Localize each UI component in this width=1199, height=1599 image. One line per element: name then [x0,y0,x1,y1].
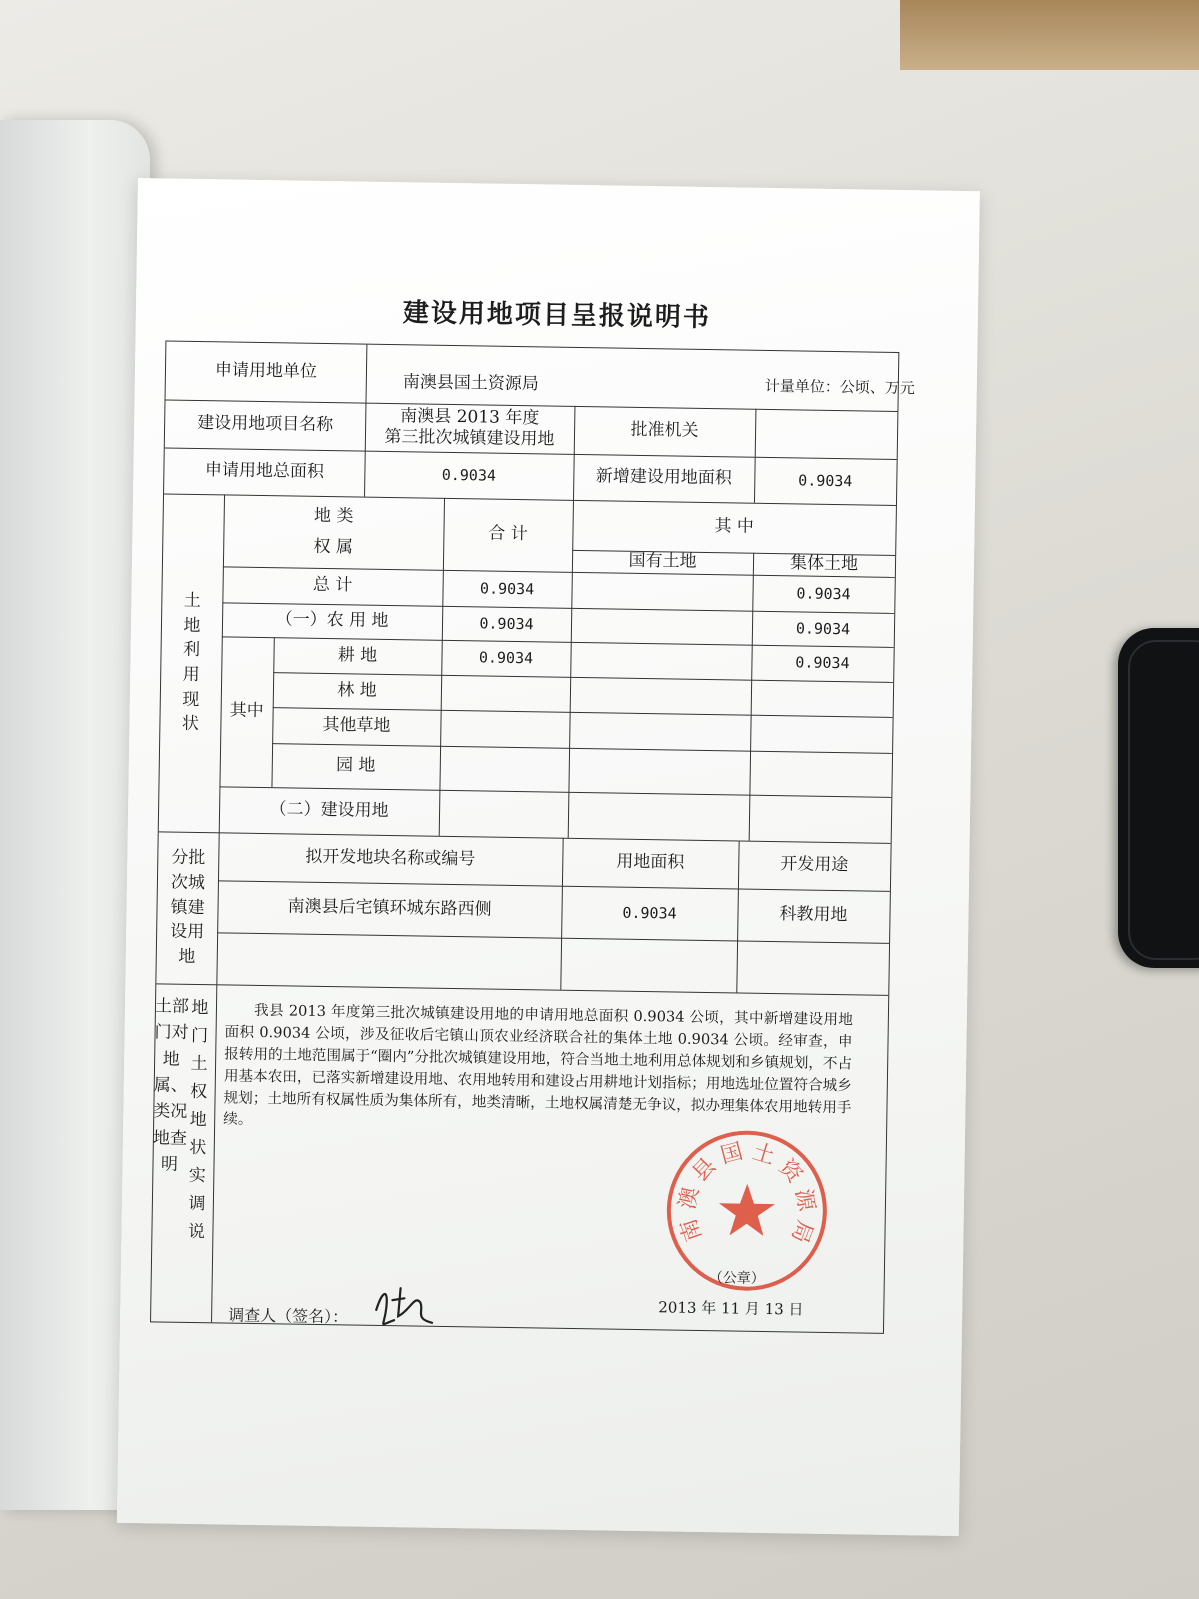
seal-character: 土 [749,1139,778,1170]
approval-value [755,409,898,459]
new-area-label: 新增建设用地面积 [595,466,733,489]
survey-label-col1: 土部门对地属、类况地查明 [152,996,190,1175]
row-cultivated-label: 耕 地 [337,645,378,666]
row-total-collective: 0.9034 [796,584,851,603]
row-garden-label: 园 地 [335,755,376,777]
among-label: 其中 [229,700,264,722]
land-type-header-line2: 权 属 [313,536,354,558]
row-cultivated-state [570,642,752,680]
survey-paragraph: 我县 2013 年度第三批次城镇建设用地的申请用地总面积 0.9034 公顷，其中新增建设用地面积 0.9034 公顷，涉及征收后宅镇山顶农业经济联合社的集体土地 0.9034 公顷。经审查，申报转用的土地范围属于“圈内”分批次城镇建设用地，符合当地土地利用总体规划和乡镇规划，不占用基本农田，已落实新增建设用地、农用地转用和建设占用耕地计划指标；用地选址位置符合城乡规划；土地所有权属性质为集体所有，地类清晰，土地权属清楚无争议，拟办理集体农用地转用手续。 [223,1001,853,1129]
batch-row-use: 科教用地 [779,904,848,926]
project-value-line2: 第三批次城镇建设用地 [384,426,555,450]
land-type-header-line1: 地 类 [313,506,354,527]
total-area-value: 0.9034 [441,465,497,485]
floor-area [900,0,1199,70]
seal-character: 国 [718,1139,746,1170]
stamp-date: 2013 年 11 月 13 日 [658,1298,804,1319]
land-type-header [223,494,444,569]
batch-header-use: 开发用途 [780,854,849,876]
signature-mark [370,1280,441,1331]
project-value-line1: 南澳县 2013 年度 [400,405,540,429]
header-among: 其 中 [714,516,754,538]
row-total-sum: 0.9034 [479,579,535,598]
investigator-label: 调查人（签名）： [228,1305,349,1327]
row-farmland-sum: 0.9034 [479,614,534,633]
batch-row-name: 南澳县后宅镇环城东路西侧 [287,896,492,921]
signature-stroke [376,1288,433,1325]
seal-character: 南 [676,1215,707,1245]
phone-bezel [1128,640,1199,960]
applicant-label: 申请用地单位 [214,360,318,383]
document-title: 建设用地项目呈报说明书 [402,298,712,334]
seal-character: 县 [687,1153,722,1187]
seal-character: 局 [785,1216,818,1247]
stamp-label: （公章） [708,1270,765,1287]
row-grassland-label: 其他草地 [322,715,391,737]
row-farmland-collective: 0.9034 [795,619,851,638]
unit-note: 计量单位：公顷、万元 [764,376,915,398]
header-total: 合 计 [488,523,528,545]
seal-character: 资 [773,1154,807,1189]
project-value [365,403,575,454]
row-forest-label: 林 地 [337,680,377,701]
new-area-value: 0.9034 [798,471,853,490]
seal-character: 源 [790,1186,819,1214]
row-construction-label: （二）建设用地 [269,799,389,822]
row-total-label: 总 计 [312,575,353,596]
row-cultivated-collective: 0.9034 [795,653,850,673]
row-farmland-label: （一）农 用 地 [275,609,389,632]
applicant-value: 南澳县国土资源局 [402,372,539,395]
batch-header-area: 用地面积 [616,851,685,874]
batch-header-name: 拟开发地块名称或编号 [305,847,476,870]
row-farmland-state [571,608,753,645]
land-use-section-label: 土地利用现状 [181,590,202,735]
survey-label-col2: 地门土权地状实调说 [187,997,209,1243]
total-area-label: 申请用地总面积 [204,460,325,483]
project-label: 建设用地项目名称 [196,413,334,436]
document-page [117,178,980,1536]
seal-character: 澳 [675,1184,705,1212]
batch-row-area: 0.9034 [622,903,677,923]
seal-star-icon [718,1183,775,1236]
row-total-state [571,572,753,611]
rule [156,983,888,996]
approval-label: 批准机关 [630,420,699,442]
header-collective-land: 集体土地 [789,553,859,575]
row-cultivated-sum: 0.9034 [478,648,534,668]
header-state-land: 国有土地 [628,551,697,573]
batch-section-label: 分批次城镇建设用地 [170,847,206,967]
